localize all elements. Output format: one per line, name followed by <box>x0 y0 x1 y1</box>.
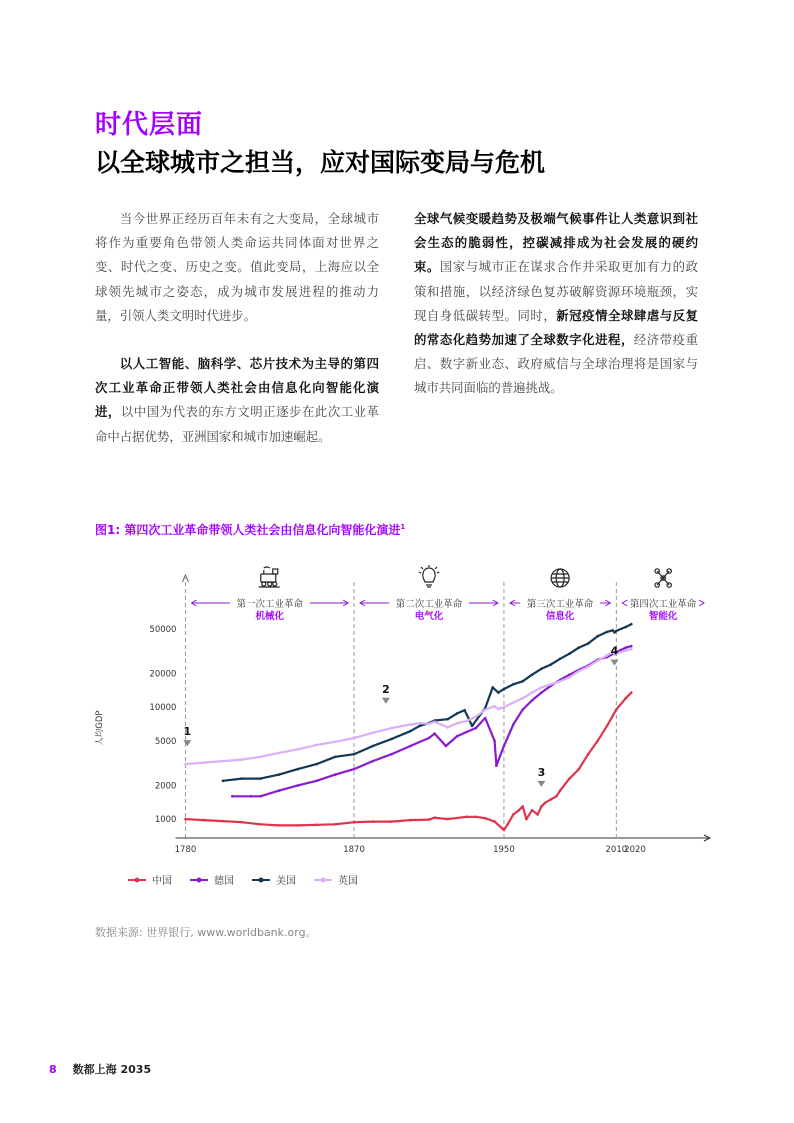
series-point <box>390 820 393 823</box>
y-tick-label: 10000 <box>149 703 177 714</box>
series-point <box>484 717 487 720</box>
series-point <box>353 768 356 771</box>
series-point <box>390 727 393 730</box>
series-point <box>353 737 356 740</box>
train-wheel <box>273 582 277 586</box>
series-point <box>446 818 449 821</box>
series-point <box>433 721 436 724</box>
series-point <box>297 768 300 771</box>
gdp-chart <box>88 560 728 900</box>
series-point <box>428 723 431 726</box>
series-point <box>615 630 618 633</box>
series-point <box>315 763 318 766</box>
era-label: 第四次工业革命 <box>629 599 697 610</box>
series-point <box>259 795 262 798</box>
series-point <box>297 784 300 787</box>
series-point <box>250 795 253 798</box>
series-point <box>624 649 627 652</box>
series-point <box>353 821 356 824</box>
series-point <box>428 737 431 740</box>
series-point <box>222 780 225 783</box>
right-paragraph-text-2: 经济带疫重启、数字新业态、政府威信与全球治理将是国家与城市共同面临的普遍挑战。 <box>414 332 699 396</box>
left-paragraph-2-bold: 以人工智能、脑科学、芯片技术为主导的第四次工业革命正带领人类社会由信息化向智能化演进， <box>95 356 379 420</box>
series-point <box>587 665 590 668</box>
series-point <box>433 816 436 819</box>
x-tick-label: 1780 <box>174 845 197 855</box>
era-sublabel: 电气化 <box>414 611 444 622</box>
series-point <box>493 740 496 743</box>
series-point <box>506 823 509 826</box>
series-point <box>463 709 466 712</box>
series-point <box>568 777 571 780</box>
series-point <box>540 668 543 671</box>
series-point <box>521 805 524 808</box>
train-body <box>261 574 276 582</box>
network-icon <box>655 569 671 587</box>
series-point <box>578 646 581 649</box>
marker-label: 1 <box>183 725 192 739</box>
series-point <box>568 676 571 679</box>
series-point <box>568 652 571 655</box>
legend-label: 中国 <box>152 876 172 887</box>
series-point <box>278 824 281 827</box>
legend-dot <box>197 878 202 883</box>
series-point <box>497 691 500 694</box>
y-tick-label: 20000 <box>149 669 177 680</box>
series-point <box>596 740 599 743</box>
legend-label: 美国 <box>276 876 296 887</box>
series-point <box>372 745 375 748</box>
series-point <box>418 725 421 728</box>
series-point <box>550 798 553 801</box>
right-paragraph <box>414 207 698 401</box>
right-paragraph-bold-1: 全球气候变暖趋势及极端气候事件让人类意识到社会生态的脆弱性，控碳减排成为社会发展的硬约束。 <box>414 211 698 275</box>
series-point <box>596 635 599 638</box>
series-point <box>445 745 448 748</box>
figure-title-footnote: 1 <box>400 523 406 531</box>
series-point <box>222 760 225 763</box>
series-point <box>390 753 393 756</box>
series-point <box>495 764 498 767</box>
series-point <box>550 683 553 686</box>
series-point <box>512 723 515 726</box>
right-paragraph-bold-2: 新冠疫情全球肆虐与反复的常态化趋势加速了全球数字化进程， <box>414 307 699 348</box>
series-point <box>624 646 627 649</box>
series-point <box>409 819 412 822</box>
series-point <box>446 726 449 729</box>
right-paragraph-text-1: 国家与城市正在谋求合作并采取更加有力的政策和措施，以经济绿色复苏破解资源环境瓶颈，实现自身低碳转型。同时， <box>414 259 699 323</box>
series-point <box>525 818 528 821</box>
series-point <box>630 623 633 626</box>
series-point <box>259 756 262 759</box>
series-point <box>503 688 506 691</box>
series-point <box>531 691 534 694</box>
series-point <box>540 686 543 689</box>
era-sublabel: 智能化 <box>648 611 678 622</box>
legend-dot <box>259 878 264 883</box>
series-point <box>497 708 500 711</box>
series-point <box>540 691 543 694</box>
lightbulb-icon <box>419 565 439 587</box>
series-point <box>240 777 243 780</box>
series-point <box>297 748 300 751</box>
marker-label: 3 <box>537 765 546 779</box>
series-line-2 <box>223 624 631 781</box>
series-point <box>544 802 547 805</box>
series-point <box>465 720 468 723</box>
series-point <box>587 753 590 756</box>
marker-label: 4 <box>610 644 619 658</box>
marker-label: 2 <box>382 682 390 696</box>
train-icon <box>259 567 280 587</box>
x-tick-label: 2020 <box>624 845 646 855</box>
figure-title-text: 图1: 第四次工业革命带领人类社会由信息化向智能化演进 <box>95 523 401 537</box>
series-point <box>512 683 515 686</box>
series-point <box>606 631 609 634</box>
era-arrowhead-right <box>699 600 704 606</box>
train-wheel <box>268 582 272 586</box>
series-point <box>550 663 553 666</box>
legend-label: 德国 <box>214 876 234 887</box>
document-name: 数都上海 2035 <box>72 1063 152 1076</box>
series-point <box>372 732 375 735</box>
series-point <box>493 705 496 708</box>
x-tick-label: 1950 <box>493 845 515 855</box>
left-paragraph-2 <box>95 352 379 449</box>
series-point <box>578 768 581 771</box>
y-tick-label: 50000 <box>149 624 177 635</box>
series-point <box>240 758 243 761</box>
series-point <box>409 723 412 726</box>
series-point <box>471 725 474 728</box>
series-point <box>456 735 459 738</box>
bulb-rays <box>419 565 439 573</box>
series-point <box>555 795 558 798</box>
page-title: 以全球城市之担当，应对国际变局与危机 <box>95 148 546 177</box>
left-paragraph-2-text: 以中国为代表的东方文明正逐步在此次工业革命中占据优势，亚洲国家和城市加速崛起。 <box>95 404 380 444</box>
series-point <box>433 732 436 735</box>
series-point <box>475 816 478 819</box>
series-point <box>611 629 614 632</box>
y-axis-label: 人均GDP <box>95 710 105 746</box>
marker-triangle <box>382 698 390 704</box>
right-column <box>414 207 698 401</box>
series-point <box>297 824 300 827</box>
series-point <box>587 642 590 645</box>
era-arrowhead-left <box>622 600 627 606</box>
marker-triangle <box>537 781 545 787</box>
series-point <box>334 773 337 776</box>
train-smoke <box>264 567 270 574</box>
series-point <box>475 716 478 719</box>
page-footer <box>49 1061 151 1077</box>
series-point <box>578 670 581 673</box>
series-point <box>428 818 431 821</box>
series-point <box>203 819 206 822</box>
series-point <box>606 725 609 728</box>
series-point <box>624 626 627 629</box>
series-point <box>334 741 337 744</box>
marker-triangle <box>183 740 191 746</box>
series-point <box>503 829 506 832</box>
series-point <box>503 745 506 748</box>
train-cab <box>273 569 278 574</box>
legend-label: 英国 <box>338 876 358 887</box>
series-point <box>184 818 187 821</box>
series-point <box>596 659 599 662</box>
y-tick-label: 1000 <box>154 815 177 826</box>
series-point <box>512 701 515 704</box>
series-line-0 <box>183 693 632 830</box>
series-point <box>446 718 449 721</box>
series-point <box>630 648 633 651</box>
series-point <box>259 777 262 780</box>
marker-triangle <box>610 660 618 666</box>
series-point <box>334 756 337 759</box>
series-point <box>521 680 524 683</box>
left-column <box>95 207 379 449</box>
series-point <box>465 816 468 819</box>
page-number: 8 <box>49 1063 57 1076</box>
series-point <box>409 745 412 748</box>
series-point <box>536 813 539 816</box>
series-point <box>231 795 234 798</box>
series-point <box>184 763 187 766</box>
series-point <box>531 809 534 812</box>
left-paragraph-1: 当今世界正经历百年未有之大变局，全球城市将作为重要角色带领人类命运共同体面对世界之变、时代之变、历史之变。值此变局，上海应以全球领先城市之姿态，成为城市发展进程的推动力量，引领人类文明时代进步。 <box>95 211 379 323</box>
series-point <box>456 712 459 715</box>
x-tick-label: 1870 <box>343 845 365 855</box>
series-point <box>372 820 375 823</box>
series-point <box>484 817 487 820</box>
era-sublabel: 信息化 <box>545 611 575 622</box>
x-tick-label: 2010 <box>605 845 628 855</box>
series-point <box>559 680 562 683</box>
series-point <box>353 753 356 756</box>
era-label: 第三次工业革命 <box>526 599 594 610</box>
series-point <box>615 708 618 711</box>
series-point <box>409 730 412 733</box>
y-tick-label: 5000 <box>154 736 177 747</box>
series-point <box>259 823 262 826</box>
legend-dot <box>135 878 140 883</box>
series-point <box>521 697 524 700</box>
series-point <box>540 805 543 808</box>
series-point <box>278 789 281 792</box>
series-point <box>630 691 633 694</box>
era-label: 第二次工业革命 <box>395 599 463 610</box>
series-point <box>372 760 375 763</box>
series-point <box>334 823 337 826</box>
series-point <box>278 752 281 755</box>
data-source: 数据来源: 世界银行, www.worldbank.org。 <box>95 926 317 939</box>
series-point <box>531 673 534 676</box>
section-kicker: 时代层面 <box>95 110 204 140</box>
series-point <box>315 744 318 747</box>
series-point <box>315 780 318 783</box>
series-point <box>491 686 494 689</box>
series-point <box>518 809 521 812</box>
series-point <box>240 821 243 824</box>
series-point <box>465 731 468 734</box>
figure-title <box>95 521 405 538</box>
globe-icon <box>551 569 569 587</box>
series-point <box>456 722 459 725</box>
series-point <box>503 706 506 709</box>
series-point <box>484 708 487 711</box>
series-point <box>512 813 515 816</box>
series-point <box>493 820 496 823</box>
series-point <box>521 708 524 711</box>
series-point <box>203 761 206 764</box>
series-point <box>278 773 281 776</box>
series-point <box>390 738 393 741</box>
series-point <box>222 820 225 823</box>
series-point <box>531 699 534 702</box>
era-sublabel: 机械化 <box>255 611 285 622</box>
series-point <box>559 658 562 661</box>
series-point <box>315 824 318 827</box>
series-point <box>559 789 562 792</box>
series-point <box>475 727 478 730</box>
y-tick-label: 2000 <box>154 781 177 792</box>
bulb-glass <box>423 568 436 582</box>
series-point <box>624 697 627 700</box>
series-point <box>418 722 421 725</box>
era-label: 第一次工业革命 <box>236 599 304 610</box>
series-point <box>606 654 609 657</box>
legend-dot <box>321 878 326 883</box>
train-wheel <box>262 582 266 586</box>
series-point <box>630 645 633 648</box>
